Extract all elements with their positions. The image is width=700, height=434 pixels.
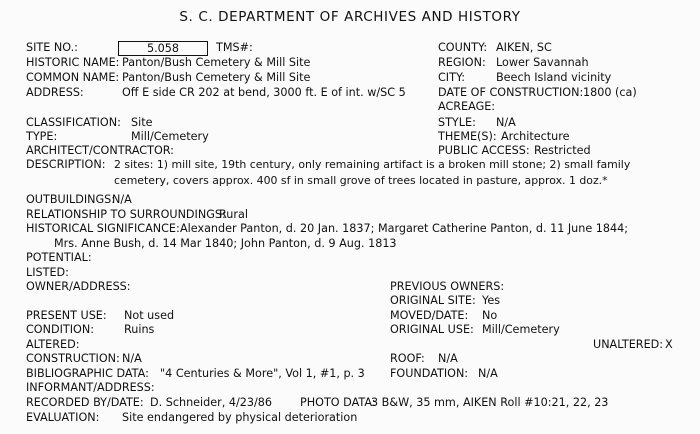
common-name-value: Panton/Bush Cemetery & Mill Site [122, 71, 311, 84]
bibliographic-data-label: BIBLIOGRAPHIC DATA: [26, 367, 149, 380]
bibliographic-data-value: "4 Centuries & More", Vol 1, #1, p. 3 [160, 367, 365, 380]
historic-name-value: Panton/Bush Cemetery & Mill Site [122, 56, 311, 69]
acreage-label: ACREAGE: [438, 100, 496, 113]
region-value: Lower Savannah [496, 56, 589, 69]
type-value: Mill/Cemetery [131, 130, 209, 143]
recorded-by-value: D. Schneider, 4/23/86 [150, 396, 272, 409]
county-value: AIKEN, SC [496, 41, 552, 54]
county-label: COUNTY: [438, 41, 488, 54]
recorded-by-label: RECORDED BY/DATE: [26, 396, 144, 409]
public-access-value: Restricted [534, 144, 591, 157]
page-title: S. C. DEPARTMENT OF ARCHIVES AND HISTORY [179, 9, 521, 25]
present-use-label: PRESENT USE: [26, 309, 107, 322]
relationship-value: Rural [219, 208, 248, 221]
address-value: Off E side CR 202 at bend, 3000 ft. E of int. w/SC 5 [122, 86, 406, 99]
potential-label: POTENTIAL: [26, 251, 92, 264]
style-label: STYLE: [438, 116, 476, 129]
description-line-2: cemetery, covers approx. 400 sf in small grove of trees located in pasture, approx. 1 doz.* [114, 174, 608, 187]
foundation-label: FOUNDATION: [390, 367, 469, 380]
original-use-label: ORIGINAL USE: [390, 323, 474, 336]
photo-data-label: PHOTO DATA: [300, 396, 376, 409]
historical-significance-label: HISTORICAL SIGNIFICANCE: [26, 222, 180, 235]
moved-date-label: MOVED/DATE: [390, 309, 469, 322]
listed-label: LISTED: [26, 266, 69, 279]
themes-value: Architecture [501, 130, 570, 143]
condition-value: Ruins [124, 323, 155, 336]
photo-data-value: 3 B&W, 35 mm, AIKEN Roll #10:21, 22, 23 [371, 396, 609, 409]
outbuildings-value: N/A [112, 193, 132, 206]
themes-label: THEME(S): [438, 130, 497, 143]
architect-label: ARCHITECT/CONTRACTOR: [26, 144, 174, 157]
region-label: REGION: [438, 56, 486, 69]
classification-value: Site [131, 116, 153, 129]
city-value: Beech Island vicinity [496, 71, 612, 84]
construction-label: CONSTRUCTION: [26, 352, 120, 365]
city-label: CITY: [438, 71, 466, 84]
classification-label: CLASSIFICATION: [26, 116, 121, 129]
date-of-construction-label: DATE OF CONSTRUCTION: [438, 86, 584, 99]
present-use-value: Not used [124, 309, 175, 322]
construction-value: N/A [122, 352, 142, 365]
date-of-construction-value: 1800 (ca) [583, 86, 637, 99]
moved-date-value: No [482, 309, 498, 322]
original-use-value: Mill/Cemetery [482, 323, 560, 336]
description-line-1: 2 sites: 1) mill site, 19th century, only remaining artifact is a broken mill stone; 2) small family [114, 158, 631, 171]
address-label: ADDRESS: [26, 86, 84, 99]
site-no-value: 5.058 [118, 41, 208, 56]
site-no-label: SITE NO.: [26, 41, 78, 54]
condition-label: CONDITION: [26, 323, 94, 336]
foundation-value: N/A [478, 367, 498, 380]
public-access-label: PUBLIC ACCESS: [438, 144, 530, 157]
tms-label: TMS#: [216, 41, 253, 54]
style-value: N/A [496, 116, 516, 129]
type-label: TYPE: [26, 130, 58, 143]
altered-label: ALTERED: [26, 338, 80, 351]
historical-significance-line-2: Mrs. Anne Bush, d. 14 Mar 1840; John Panton, d. 9 Aug. 1813 [54, 237, 397, 250]
description-label: DESCRIPTION: [26, 158, 106, 171]
original-site-label: ORIGINAL SITE: [390, 294, 476, 307]
historical-significance-line-1: Alexander Panton, d. 20 Jan. 1837; Margaret Catherine Panton, d. 11 June 1844; [180, 222, 629, 235]
relationship-label: RELATIONSHIP TO SURROUNDINGS: [26, 208, 226, 221]
informant-address-label: INFORMANT/ADDRESS: [26, 381, 155, 394]
evaluation-label: EVALUATION: [26, 411, 100, 424]
common-name-label: COMMON NAME: [26, 71, 120, 84]
roof-value: N/A [438, 352, 458, 365]
unaltered-value: X [665, 338, 673, 351]
historic-name-label: HISTORIC NAME: [26, 56, 120, 69]
owner-address-label: OWNER/ADDRESS: [26, 280, 131, 293]
previous-owners-label: PREVIOUS OWNERS: [390, 280, 505, 293]
original-site-value: Yes [482, 294, 501, 307]
roof-label: ROOF: [390, 352, 425, 365]
unaltered-label: UNALTERED: [593, 338, 664, 351]
evaluation-value: Site endangered by physical deterioration [122, 411, 358, 424]
outbuildings-label: OUTBUILDINGS: [26, 193, 116, 206]
